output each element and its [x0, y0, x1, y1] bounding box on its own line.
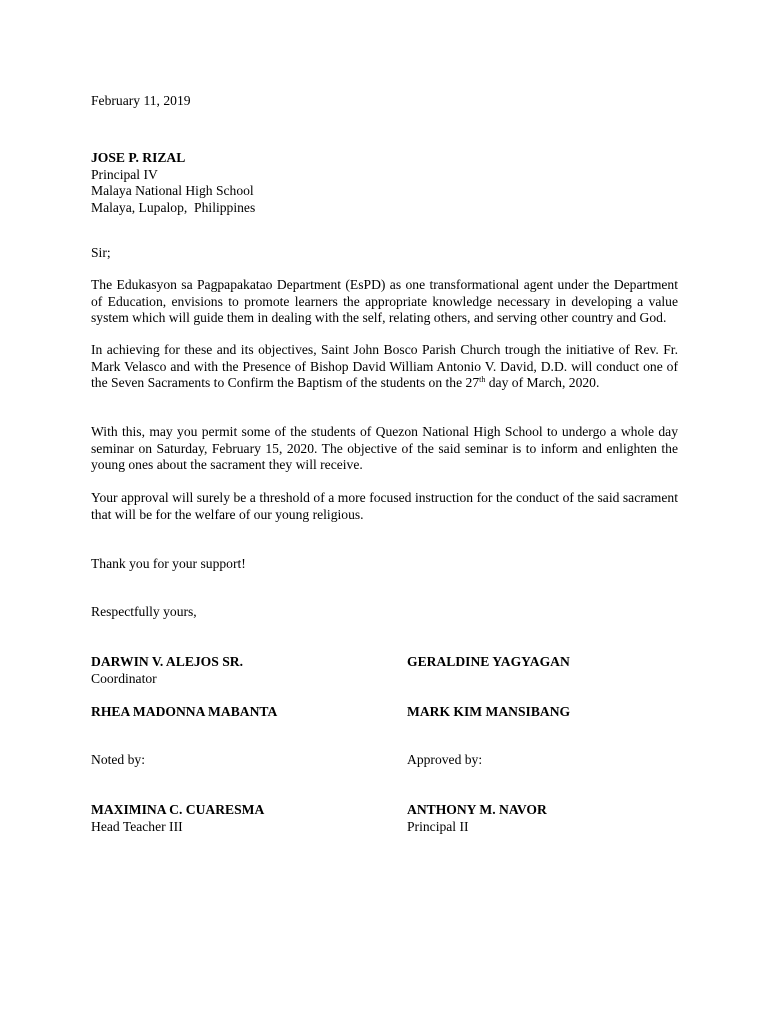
letter-date: February 11, 2019	[91, 93, 191, 108]
recipient-title: Principal IV	[91, 166, 158, 182]
noted-by-block	[91, 802, 264, 835]
signatory-3-name: RHEA MADONNA MABANTA	[91, 704, 278, 719]
noted-by-title: Head Teacher III	[91, 818, 183, 834]
approved-by-name: ANTHONY M. NAVOR	[407, 802, 547, 817]
recipient-address: Malaya, Lupalop, Philippines	[91, 199, 256, 215]
recipient-school: Malaya National High School	[91, 183, 254, 199]
paragraph-4: Your approval will surely be a threshold of a more focused instruction for the conduct of the said sacrament that will be for the welfare of our young religious.	[91, 490, 678, 522]
paragraph-2-text: In achieving for these and its objectives, Saint John Bosco Parish Church trough the initiative of Rev. Fr. Mark Velasco and with the Presence of Bishop David William Antonio V. David, D.D. will conduct one of the Seven Sacraments to Confirm the Baptism of the students on the 27	[91, 342, 678, 391]
approved-by-label: Approved by:	[407, 752, 483, 767]
salutation: Sir;	[91, 245, 111, 260]
paragraph-2-superscript: th	[479, 375, 486, 385]
approved-by-title: Principal II	[407, 818, 469, 834]
paragraph-2-tail: day of March, 2020.	[485, 375, 600, 391]
noted-by-label: Noted by:	[91, 752, 145, 767]
signatory-1-name: DARWIN V. ALEJOS SR.	[91, 654, 243, 669]
noted-by-name: MAXIMINA C. CUARESMA	[91, 802, 265, 817]
signatory-2-name: GERALDINE YAGYAGAN	[407, 654, 570, 669]
signatory-1	[91, 654, 243, 687]
signatory-1-title: Coordinator	[91, 670, 157, 686]
closing-line: Respectfully yours,	[91, 604, 197, 619]
thanks-line: Thank you for your support!	[91, 556, 246, 571]
signatory-4-name: MARK KIM MANSIBANG	[407, 704, 571, 719]
paragraph-3: With this, may you permit some of the students of Quezon National High School to undergo a whole day seminar on Saturday, February 15, 2020. The objective of the said seminar is to inform and enlighten the young ones about the sacrament they will receive.	[91, 424, 678, 473]
recipient-block	[91, 150, 255, 216]
paragraph-1: The Edukasyon sa Pagpapakatao Department (EsPD) as one transformational agent under the Department of Education, envisions to promote learners the appropriate knowledge necessary in developing a value system which will guide them in dealing with the self, relating others, and serving other country and God.	[91, 277, 678, 326]
approved-by-block	[407, 802, 547, 835]
paragraph-2	[91, 342, 678, 392]
recipient-name: JOSE P. RIZAL	[91, 150, 186, 165]
